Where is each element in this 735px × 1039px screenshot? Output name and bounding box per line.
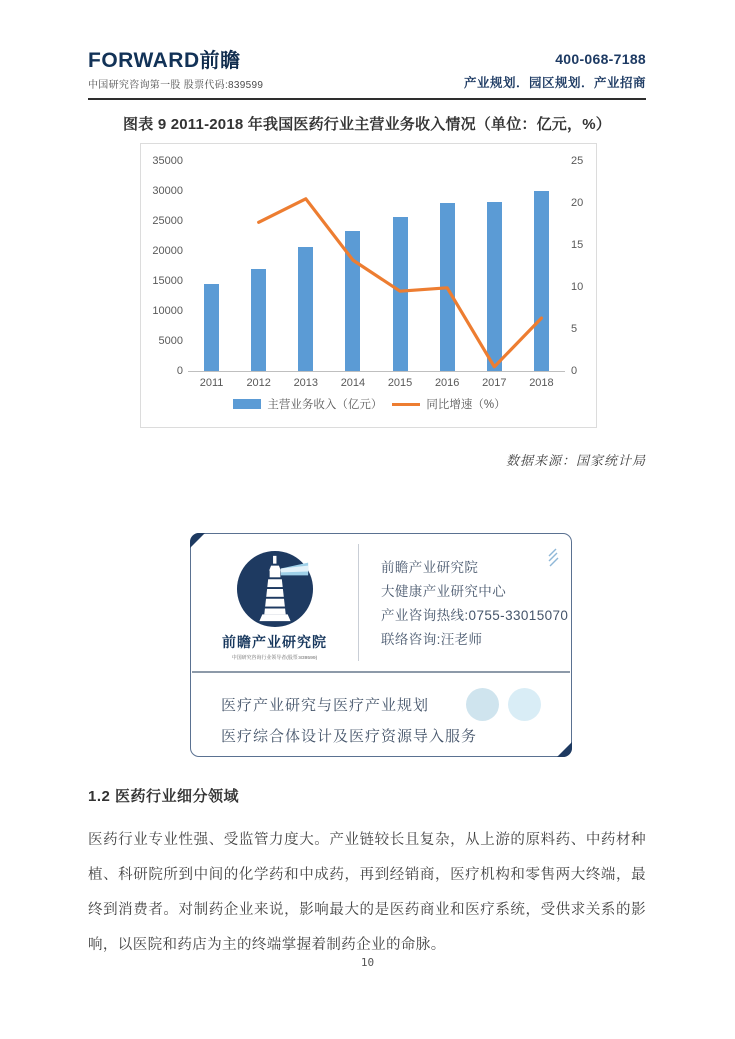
- service-line: 医疗综合体设计及医疗资源导入服务: [221, 728, 478, 745]
- legend-line-swatch: [392, 403, 420, 406]
- right-axis-tick: 25: [571, 155, 584, 167]
- service-line: 医疗产业研究与医疗产业规划: [221, 697, 430, 714]
- hash-marks-icon: [543, 548, 559, 568]
- org-name: 前瞻产业研究院: [222, 634, 327, 650]
- contact-line: 联络咨询:汪老师: [381, 632, 483, 647]
- figure-title: 图表 9 2011-2018 年我国医药行业主营业务收入情况（单位：亿元，%）: [123, 116, 611, 133]
- legend-label: 同比增速（%）: [426, 399, 506, 411]
- header-right: [464, 51, 646, 91]
- left-axis-tick: 30000: [152, 185, 183, 197]
- logo-cn-text: 前瞻: [199, 50, 241, 72]
- header-divider: [88, 98, 646, 100]
- left-axis-tick: 20000: [152, 245, 183, 257]
- chart: [140, 143, 597, 428]
- section-heading: 1.2 医药行业细分领域: [88, 788, 240, 805]
- chart-legend: [141, 396, 598, 412]
- right-axis-tick: 10: [571, 281, 584, 293]
- logo-en-text: FORWARD: [88, 49, 200, 72]
- header-phone: 400-068-7188: [555, 51, 646, 67]
- x-axis-label: 2012: [246, 377, 271, 389]
- lighthouse-logo-icon: [236, 550, 314, 628]
- left-axis-tick: 25000: [152, 215, 183, 227]
- x-axis-label: 2017: [482, 377, 507, 389]
- card-contact: [359, 534, 571, 671]
- x-axis-label: 2011: [199, 377, 224, 389]
- left-axis-tick: 10000: [152, 305, 183, 317]
- left-axis-tick: 15000: [152, 275, 183, 287]
- right-axis-tick: 20: [571, 197, 584, 209]
- left-axis-tick: 35000: [152, 155, 183, 167]
- x-axis-label: 2014: [340, 377, 366, 389]
- data-source: 数据来源：国家统计局: [505, 453, 646, 468]
- right-axis-tick: 5: [571, 323, 578, 335]
- header-services: 产业规划．园区规划．产业招商: [463, 76, 646, 90]
- forward-logo-wordmark: [88, 49, 241, 72]
- decor-circle: [466, 688, 499, 721]
- x-axis-label: 2016: [434, 377, 460, 389]
- contact-line: 前瞻产业研究院: [381, 560, 479, 575]
- decor-circle: [508, 688, 541, 721]
- card-bottom-section: [191, 673, 571, 752]
- left-axis-tick: 0: [176, 365, 183, 377]
- x-axis-label: 2013: [293, 377, 319, 389]
- right-axis-tick: 0: [571, 365, 578, 377]
- decor-circles: [466, 688, 541, 721]
- promo-card: [190, 533, 572, 757]
- legend-item-growth: [392, 396, 505, 412]
- card-logo-column: [191, 534, 358, 671]
- x-axis-label: 2015: [387, 377, 413, 389]
- contact-line: 产业咨询热线:0755-33015070: [381, 608, 569, 623]
- right-axis-tick: 15: [571, 239, 584, 251]
- org-tagline: 中国研究咨询行业领导者(股票:839599): [231, 655, 318, 661]
- contact-line: 大健康产业研究中心: [381, 584, 507, 599]
- growth-trend-line: [141, 144, 598, 429]
- logo-subtitle: 中国研究咨询第一股 股票代码:839599: [88, 80, 264, 91]
- legend-label: 主营业务收入（亿元）: [267, 399, 383, 411]
- body-paragraph: 医药行业专业性强、受监管力度大。产业链较长且复杂，从上游的原料药、中药材种植、科研院所到中间的化学药和中成药，再到经销商，医疗机构和零售两大终端，最终到消费者。对制药企业来说，影响最大的是医药商业和医疗系统，受供求关系的影响，以医院和药店为主的终端掌握着制药企业的命脉。: [88, 832, 646, 953]
- left-axis-tick: 5000: [158, 335, 183, 347]
- forward-logo: [88, 44, 263, 91]
- x-axis-label: 2018: [529, 377, 554, 389]
- page-content: [88, 0, 646, 963]
- card-top-section: [191, 534, 571, 671]
- legend-bar-swatch: [233, 399, 261, 409]
- legend-item-revenue: [233, 396, 382, 412]
- header: [88, 0, 646, 91]
- page-number: 10: [360, 956, 375, 969]
- corner-accent-top-left: [190, 533, 205, 548]
